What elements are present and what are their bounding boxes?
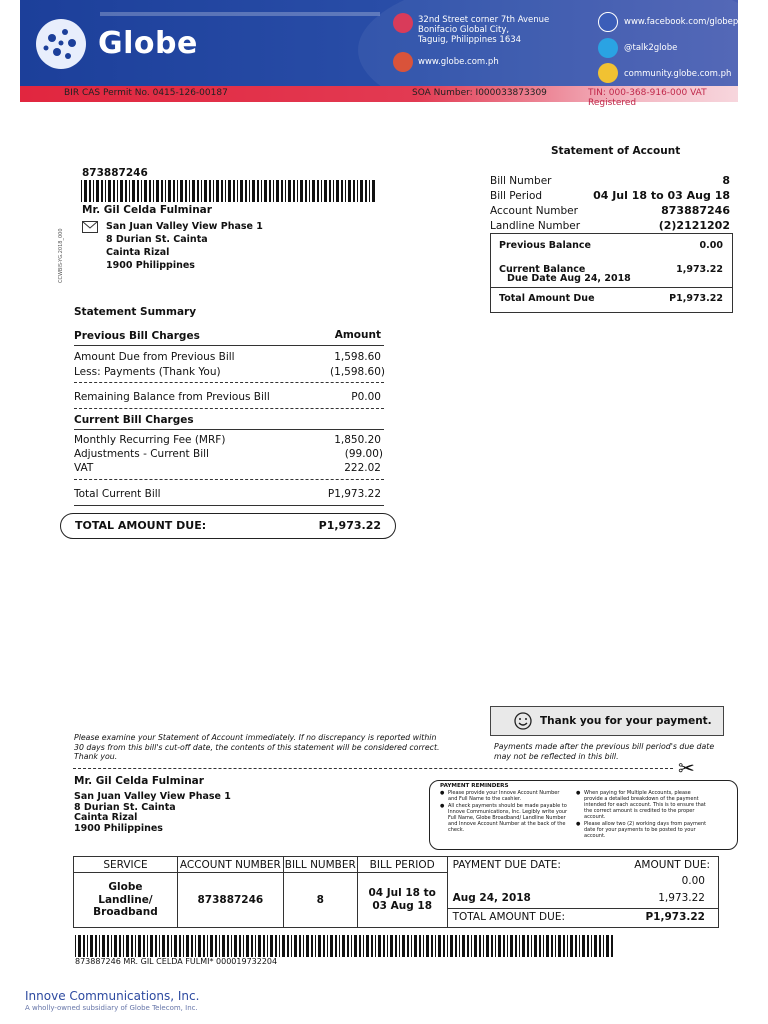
header-website[interactable]: www.globe.com.ph [418,57,499,67]
total-current-value: P1,973.22 [327,488,381,500]
examine-notice: Please examine your Statement of Account immediately. If no discrepancy is reported within 30 days from this bill's cut-off date, the contents of this statement will be considered correct. Thank you. [74,733,440,762]
header-address: 32nd Street corner 7th Avenue Bonifacio Global City, Taguig, Philippines 1634 [418,15,550,45]
footer-subsidiary: A wholly-owned subsidiary of Globe Telecom, Inc. [25,1004,198,1012]
tin-number: TIN: 000-368-916-000 VAT Registered [588,88,707,108]
summary-row-label: Adjustments - Current Bill [74,448,209,460]
dashed-divider [74,408,384,409]
globe-logo-icon [32,16,90,72]
globe-web-icon [393,52,413,72]
footer-company: Innove Communications, Inc. [25,989,200,1003]
scissors-icon: ✂ [678,756,695,780]
payments-after-notice: Payments made after the previous bill period's due date may not be reflected in this bill. [494,742,715,761]
due-date-label: Due Date Aug 24, 2018 [507,273,631,284]
current-header-line [74,429,384,430]
due-date-header: PAYMENT DUE DATE: [452,859,561,871]
soa-label: Landline Number [490,220,581,232]
summary-row-label: Less: Payments (Thank You) [74,366,221,378]
summary-row-label: VAT [74,462,94,474]
community-icon [598,63,618,83]
permit-bar [20,86,738,108]
brand-name: Globe [98,26,198,61]
prev-charges-header: Previous Bill Charges [74,330,200,342]
bir-permit: BIR CAS Permit No. 0415-126-00187 [64,88,228,98]
service-header: SERVICE [74,857,178,873]
envelope-icon [82,221,98,233]
current-balance-value: 1,973.22 [676,264,723,275]
header-facebook[interactable]: www.facebook.com/globeph [624,17,744,27]
soa-title: Statement of Account [551,145,681,157]
soa-box-divider [490,287,733,288]
previous-balance-label: Previous Balance [499,240,591,251]
reminders-right: ● When paying for Multiple Accounts, please provide a detailed breakdown of the payment intended for each account. This is to ensure that the correct amount is credited to the proper account. ● Please allow two (2) working days from payment date for your payments to be posted to your account. [576,790,707,839]
reminders-left: ● Please provide your Innove Account Number and Full Name to the cashier. ● All check payments should be made payable to Innove Communications, Inc. Legibly write your Full Name, Globe Broadband/ Landline Number and Innove Account Number at the back of the check. [440,790,568,833]
remaining-balance-label: Remaining Balance from Previous Bill [74,391,270,403]
bill-number-value: 8 [283,873,357,928]
header-community[interactable]: community.globe.com.ph [624,69,732,79]
previous-amount-value: 0.00 [681,875,705,887]
slip-customer-name: Mr. Gil Celda Fulminar [74,775,204,787]
slip-total-value: P1,973.22 [645,911,705,923]
summary-row-value: (99.00) [344,448,383,460]
logo-tagline-bar [100,12,380,16]
soa-number: SOA Number: I000033873309 [412,88,547,98]
account-number-value: 873887246 [177,873,283,928]
due-amount-cell [447,857,718,928]
previous-balance-value: 0.00 [699,240,723,251]
facebook-icon [598,12,618,32]
barcode-text: 873887246 MR. GIL CELDA FULMI* 000019732204 [75,957,278,966]
customer-name: Mr. Gil Celda Fulminar [82,204,212,216]
barcode-bottom [75,935,615,957]
soa-label: Bill Number [490,175,552,187]
soa-value: 873887246 [661,204,730,217]
account-number-header: ACCOUNT NUMBER [177,857,283,873]
total-current-line [74,505,384,506]
summary-row-value: 222.02 [344,462,381,474]
summary-row-value: (1,598.60) [330,366,385,378]
soa-value: 8 [722,174,730,187]
total-due-value: P1,973.22 [318,519,381,532]
summary-title: Statement Summary [74,306,197,318]
amount-due-value: 1,973.22 [658,892,705,904]
dashed-divider [74,479,384,480]
amount-header: Amount [334,329,381,341]
header-twitter[interactable]: @talk2globe [624,43,678,53]
reminders-title: PAYMENT REMINDERS [440,783,509,789]
thank-you-text: Thank you for your payment. [540,715,712,727]
summary-row-value: 1,598.60 [334,351,381,363]
bill-period-value: 04 Jul 18 to 03 Aug 18 [357,873,447,928]
slip-address: San Juan Valley View Phase 1 8 Durian St. Cainta Cainta Rizal 1900 Philippines [74,791,231,834]
summary-row-label: Amount Due from Previous Bill [74,351,235,363]
total-due-label: TOTAL AMOUNT DUE: [75,519,207,532]
dashed-divider [74,382,384,383]
side-code: CCWBIS-YG.2018_000 [58,228,64,283]
current-balance-label: Current Balance [499,264,586,275]
summary-row-label: Monthly Recurring Fee (MRF) [74,434,226,446]
summary-row-value: 1,850.20 [334,434,381,446]
slip-total-label: TOTAL AMOUNT DUE: [452,911,565,923]
current-charges-header: Current Bill Charges [74,414,194,426]
barcode-top [81,180,377,202]
due-date-value: Aug 24, 2018 [452,892,531,904]
bill-period-header: BILL PERIOD [357,857,447,873]
cut-line [73,768,673,769]
payment-slip-table [73,856,719,928]
total-amount-label: Total Amount Due [499,293,595,304]
bill-number-header: BILL NUMBER [284,858,356,871]
total-amount-value: P1,973.22 [669,293,723,304]
prev-header-line [74,345,384,346]
mail-icon [393,13,413,33]
remaining-balance-value: P0.00 [351,391,381,403]
soa-value: 04 Jul 18 to 03 Aug 18 [593,189,730,202]
account-code: 873887246 [82,167,148,179]
soa-label: Account Number [490,205,578,217]
soa-label: Bill Period [490,190,543,202]
amount-due-header: AMOUNT DUE: [634,859,710,871]
customer-address: San Juan Valley View Phase 1 8 Durian St. Cainta Cainta Rizal 1900 Philippines [106,221,263,271]
soa-value: (2)2121202 [658,219,730,232]
twitter-icon [598,38,618,58]
smiley-icon [514,712,532,730]
service-value: Globe Landline/ Broadband [74,873,178,928]
total-current-label: Total Current Bill [74,488,161,500]
